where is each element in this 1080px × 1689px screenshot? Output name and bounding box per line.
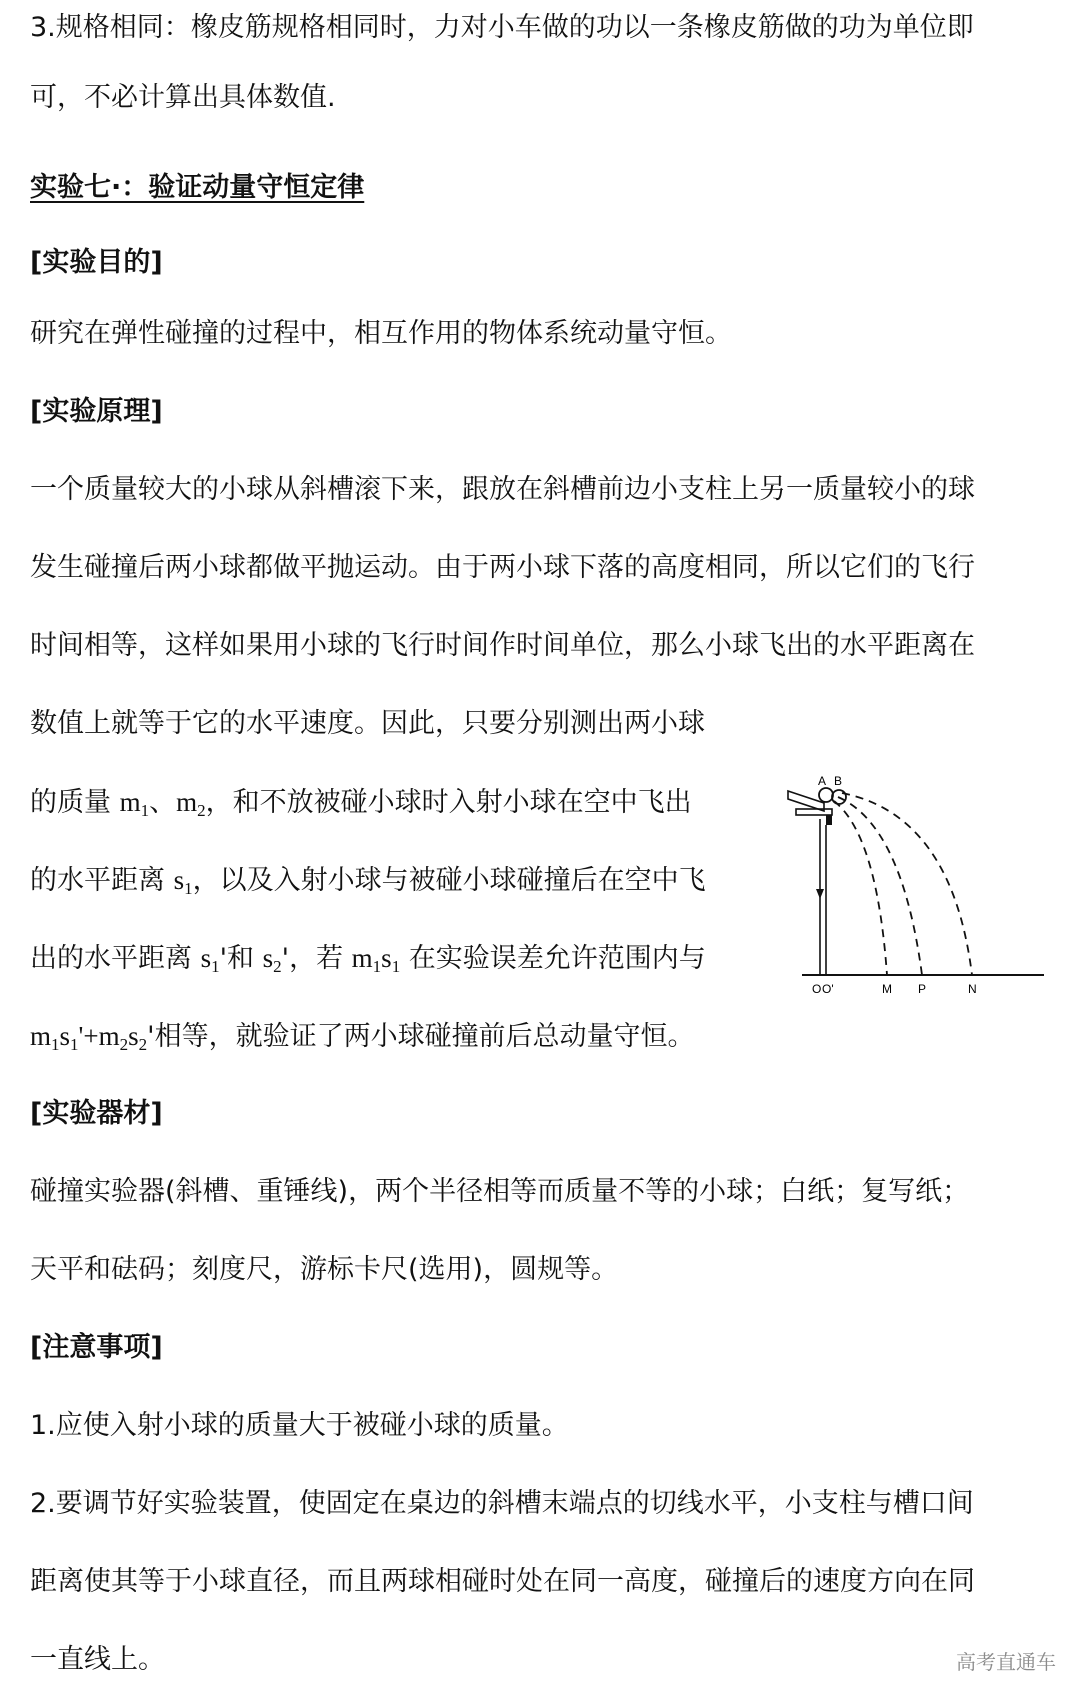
purpose-text: 研究在弹性碰撞的过程中，相互作用的物体系统动量守恒。 xyxy=(30,318,732,349)
principle-line: 时间相等，这样如果用小球的飞行时间作时间单位，那么小球飞出的水平距离在 xyxy=(30,630,975,661)
heading-purpose: [实验目的] xyxy=(30,247,163,278)
label-o-prime: O' xyxy=(822,982,834,996)
label-o: O xyxy=(812,982,822,996)
principle-line: 发生碰撞后两小球都做平抛运动。由于两小球下落的高度相同，所以它们的飞行 xyxy=(30,552,975,583)
trajectory-m xyxy=(834,801,887,975)
principle-line: 出的水平距离 $s_1'$和 $s_2'$，若 $m_1s_1$ 在实验误差允许范围内与 xyxy=(30,943,706,976)
principle-line: 数值上就等于它的水平速度。因此，只要分别测出两小球 xyxy=(30,708,705,739)
principle-line: 的质量 $m_1$、$m_2$，和不放被碰小球时入射小球在空中飞出 xyxy=(30,787,692,820)
trajectory-p xyxy=(838,797,922,975)
support-post xyxy=(826,815,832,825)
label-p: P xyxy=(918,982,927,996)
note-line: 一直线上。 xyxy=(30,1644,165,1675)
heading-notes: [注意事项] xyxy=(30,1332,163,1363)
text-line: 可，不必计算出具体数值. xyxy=(30,82,336,113)
watermark: 高考直通车 xyxy=(956,1650,1056,1674)
label-b: B xyxy=(834,775,843,788)
label-m: M xyxy=(882,982,892,996)
note-line: 2.要调节好实验装置，使固定在桌边的斜槽末端点的切线水平，小支柱与槽口间 xyxy=(30,1488,974,1519)
arrow-down-icon xyxy=(816,889,824,899)
label-n: N xyxy=(968,982,977,996)
support-platform xyxy=(796,809,832,815)
principle-line: 一个质量较大的小球从斜槽滚下来，跟放在斜槽前边小支柱上另一质量较小的球 xyxy=(30,474,975,505)
trajectory-n xyxy=(842,793,972,975)
principle-line: 的水平距离 $s_1$，以及入射小球与被碰小球碰撞后在空中飞 xyxy=(30,865,706,898)
heading-equipment: [实验器材] xyxy=(30,1098,163,1129)
equipment-line: 碰撞实验器(斜槽、重锤线)，两个半径相等而质量不等的小球；白纸；复写纸； xyxy=(30,1176,970,1207)
note-line: 1.应使入射小球的质量大于被碰小球的质量。 xyxy=(30,1410,569,1441)
principle-line: $m_1s_1'+m_2s_2'$相等，就验证了两小球碰撞前后总动量守恒。 xyxy=(30,1021,695,1054)
label-a: A xyxy=(818,775,827,788)
equipment-line: 天平和砝码；刻度尺，游标卡尺(选用)，圆规等。 xyxy=(30,1254,619,1285)
text-line: 3.规格相同：橡皮筋规格相同时，力对小车做的功以一条橡皮筋做的功为单位即 xyxy=(30,12,974,43)
collision-apparatus-diagram xyxy=(782,775,1050,1011)
heading-principle: [实验原理] xyxy=(30,396,163,427)
section-title: 实验七·：验证动量守恒定律 xyxy=(30,172,365,203)
ball-a xyxy=(819,788,833,802)
note-line: 距离使其等于小球直径，而且两球相碰时处在同一高度，碰撞后的速度方向在同 xyxy=(30,1566,975,1597)
